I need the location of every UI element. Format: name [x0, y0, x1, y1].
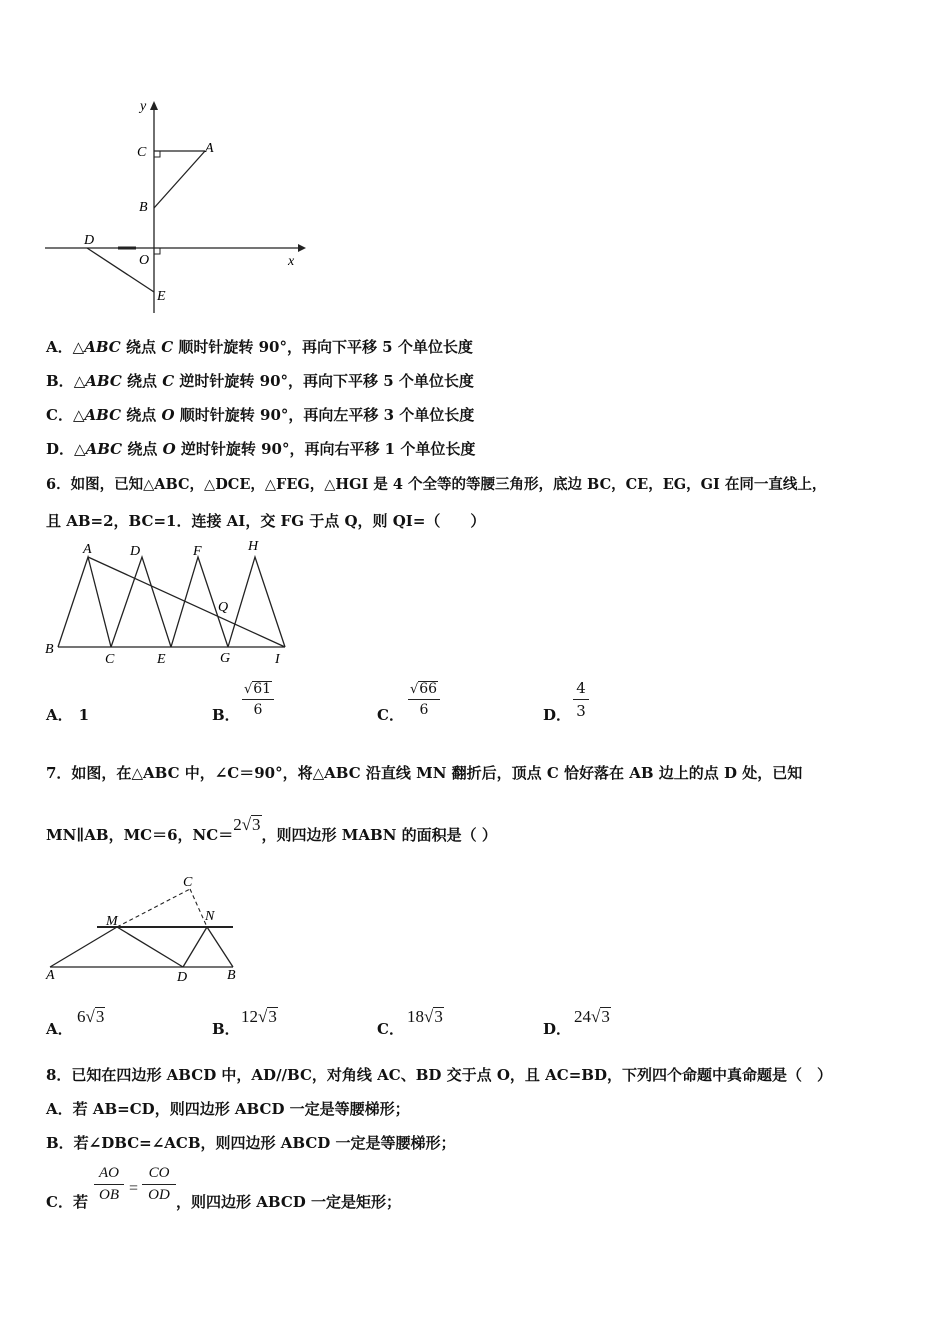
segment-AM	[50, 927, 117, 967]
figure-four-triangles	[40, 535, 300, 670]
q8-stem: 8．已知在四边形 ABCD 中，AD//BC，对角线 AC、BD 交于点 O，且 AC=BD，下列四个命题中真命题是（ ）	[46, 1066, 832, 1084]
q6-option-d-letter: D．	[543, 706, 572, 724]
q8-fraction-co-od: CO OD	[142, 1165, 176, 1204]
label-D: D	[84, 233, 95, 248]
q6-stem-line1: 6．如图，已知△ABC，△DCE，△FEG，△HGI 是 4 个全等的等腰三角形，底边 BC，CE，EG，GI 在同一直线上，	[46, 476, 827, 493]
segment-DN	[183, 927, 207, 967]
label-O: O	[139, 253, 150, 268]
label-I: I	[275, 652, 280, 667]
label-F: F	[193, 544, 202, 559]
label-E: E	[157, 652, 166, 667]
q7-option-c-letter: C．	[377, 1020, 404, 1038]
label-E: E	[157, 289, 166, 304]
q5-option-a: A．△ABC 绕点 C 顺时针旋转 90°，再向下平移 5 个单位长度	[46, 338, 473, 356]
q8-option-a: A．若 AB=CD，则四边形 ABCD 一定是等腰梯形；	[46, 1100, 410, 1118]
q7-option-b-letter: B．	[212, 1020, 240, 1038]
q7-option-b-value: 12√3	[241, 1007, 277, 1026]
q7-option-d-value: 24√3	[574, 1007, 610, 1026]
q8-option-b: B．若∠DBC=∠ACB，则四边形 ABCD 一定是等腰梯形；	[46, 1134, 456, 1152]
q5-option-d: D．△ABC 绕点 O 逆时针旋转 90°，再向右平移 1 个单位长度	[46, 440, 476, 458]
q8-option-c-pre: C．若	[46, 1193, 88, 1211]
q6-option-c-letter: C．	[377, 706, 404, 724]
q6-option-a: A． 1	[46, 706, 90, 724]
figure-folded-triangle	[40, 870, 250, 990]
label-C: C	[183, 875, 193, 890]
q8-option-c-post: ，则四边形 ABCD 一定是矩形；	[176, 1193, 401, 1211]
q7-option-a-value: 6√3	[77, 1007, 105, 1026]
q7-stem-line2: MN∥AB，MC＝6，NC＝2√3，则四边形 MABN 的面积是（ ）	[46, 815, 497, 844]
label-B: B	[139, 200, 148, 215]
label-A: A	[46, 968, 55, 983]
label-N: N	[205, 909, 215, 924]
figure-coordinate-axes	[40, 95, 310, 320]
label-D: D	[130, 544, 141, 559]
label-D: D	[177, 970, 188, 985]
label-C: C	[137, 145, 147, 160]
label-B: B	[45, 642, 54, 657]
triangle-DCE	[111, 557, 171, 647]
label-G: G	[220, 651, 231, 666]
label-B: B	[227, 968, 236, 983]
q7-stem-line1: 7．如图，在△ABC 中，∠C＝90°，将△ABC 沿直线 MN 翻折后，顶点 C 恰好落在 AB 边上的点 D 处，已知	[46, 764, 803, 782]
q8-fraction-ao-ob: AO OB	[94, 1165, 124, 1204]
segment-NB	[207, 927, 233, 967]
dashed-MC	[117, 889, 190, 927]
triangle-ABC	[58, 557, 111, 647]
segment-AB	[154, 151, 205, 208]
segment-AI	[88, 557, 285, 647]
label-C: C	[105, 652, 115, 667]
q7-option-d-letter: D．	[543, 1020, 572, 1038]
label-H: H	[248, 539, 259, 554]
q8-equals-sign: =	[129, 1180, 139, 1197]
label-A: A	[205, 141, 214, 156]
segment-MD	[117, 927, 183, 967]
y-axis-arrow	[150, 101, 158, 110]
q5-option-b: B．△ABC 绕点 C 逆时针旋转 90°，再向下平移 5 个单位长度	[46, 372, 474, 390]
q7-option-c-value: 18√3	[407, 1007, 443, 1026]
q7-option-a-letter: A．	[46, 1020, 73, 1038]
right-angle-mark-C	[154, 151, 160, 157]
q6-option-d-fraction: 4 3	[573, 679, 589, 720]
q6-option-c-fraction: √66 6	[408, 681, 440, 718]
right-angle-mark-O	[154, 248, 160, 254]
x-axis-arrow	[298, 244, 306, 252]
label-y: y	[140, 99, 147, 114]
q5-option-c: C．△ABC 绕点 O 顺时针旋转 90°，再向左平移 3 个单位长度	[46, 406, 475, 424]
q6-stem-line2: 且 AB=2，BC=1．连接 AI，交 FG 于点 Q，则 QI=（ ）	[46, 512, 486, 530]
label-Q: Q	[218, 600, 229, 615]
label-x: x	[288, 254, 295, 269]
label-M: M	[106, 914, 118, 929]
q6-option-b-letter: B．	[212, 706, 240, 724]
q6-option-b-fraction: √61 6	[242, 681, 274, 718]
label-A: A	[83, 542, 92, 557]
